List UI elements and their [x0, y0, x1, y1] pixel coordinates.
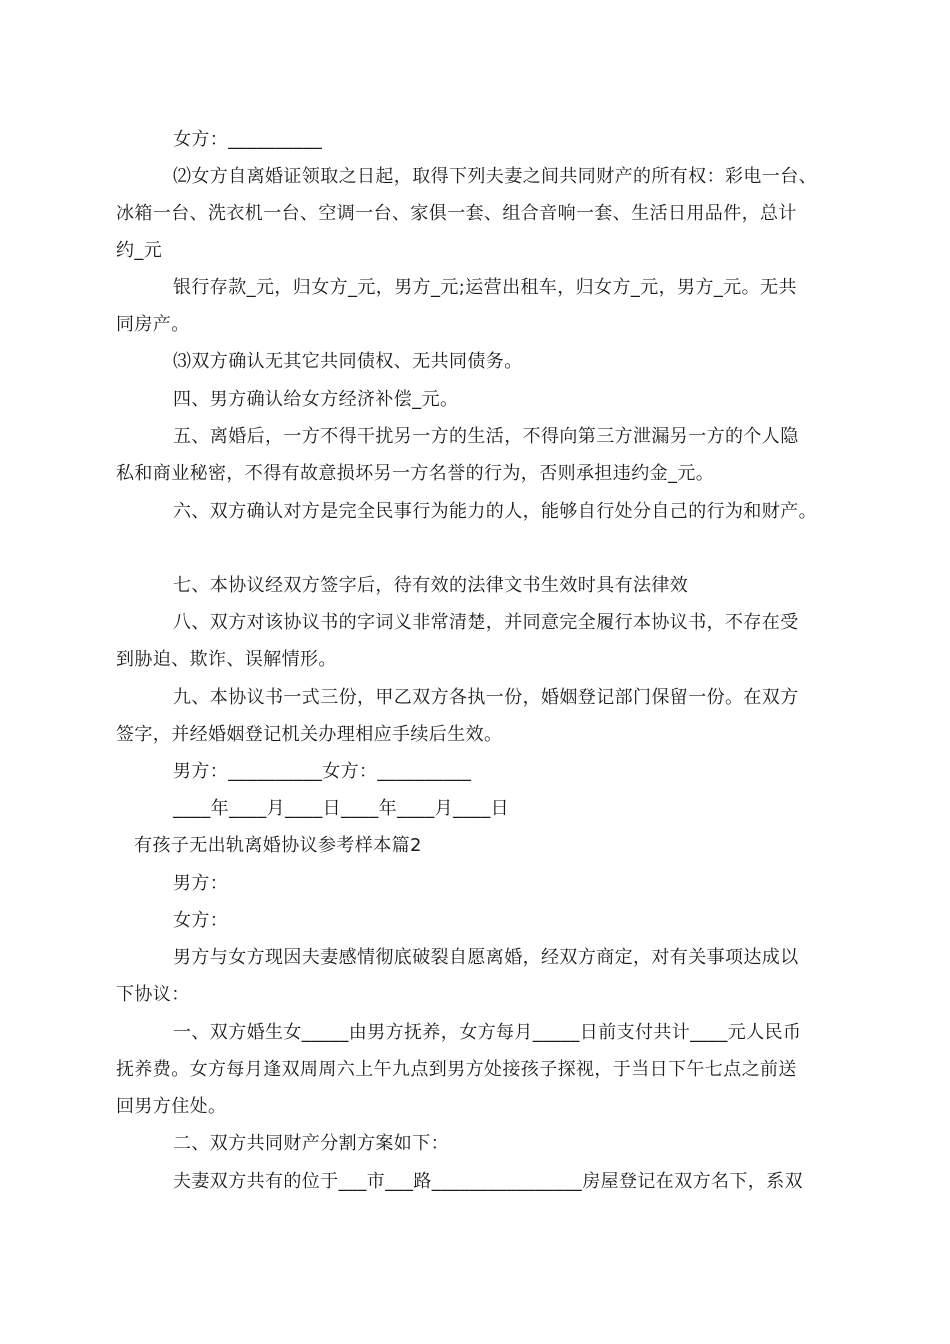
text-line: 签字，并经婚姻登记机关办理相应手续后生效。 — [116, 724, 503, 745]
text-line: 二、双方共同财产分割方案如下： — [173, 1133, 449, 1154]
text-line: 冰箱一台、洗衣机一台、空调一台、家俱一套、组合音响一套、生活日用品件，总计 — [116, 203, 797, 224]
text-line: 五、离婚后，一方不得干扰另一方的生活，不得向第三方泄漏另一方的个人隐 — [173, 426, 799, 447]
section-title: 有孩子无出轨离婚协议参考样本篇2 — [134, 835, 422, 856]
text-line: 男方与女方现因夫妻感情彻底破裂自愿离婚，经双方商定，对有关事项达成以 — [173, 947, 799, 968]
text-line: 约_元 — [116, 240, 163, 261]
text-line: 女方：__________ — [173, 129, 323, 150]
signature-line: 男方：__________女方：__________ — [173, 761, 472, 782]
text-line: ⑶双方确认无其它共同债权、无共同债务。 — [173, 351, 523, 372]
text-line: 六、双方确认对方是完全民事行为能力的人，能够自行处分自己的行为和财产。 — [173, 501, 817, 522]
text-line: 私和商业秘密，不得有故意损坏另一方名誉的行为，否则承担违约金_元。 — [116, 463, 715, 484]
text-line: 八、双方对该协议书的字词义非常清楚，并同意完全履行本协议书，不存在受 — [173, 612, 799, 633]
text-line: 七、本协议经双方签字后，待有效的法律文书生效时具有法律效 — [173, 575, 689, 596]
text-line: 下协议： — [116, 984, 190, 1005]
text-line: ⑵女方自离婚证领取之日起，取得下列夫妻之间共同财产的所有权：彩电一台、 — [173, 166, 817, 187]
text-line: 抚养费。女方每月逢双周周六上午九点到男方处接孩子探视，于当日下午七点之前送 — [116, 1059, 797, 1080]
date-line: ____年____月____日____年____月____日 — [173, 798, 509, 819]
text-line: 一、双方婚生女_____由男方抚养，女方每月_____日前支付共计____元人民币 — [173, 1022, 802, 1043]
text-line: 女方： — [173, 910, 229, 931]
text-line: 回男方住处。 — [116, 1096, 227, 1117]
text-line: 同房产。 — [116, 314, 190, 335]
text-line: 银行存款_元，归女方_元，男方_元;运营出租车，归女方_元，男方_元。无共 — [173, 277, 797, 298]
text-line: 到胁迫、欺诈、误解情形。 — [116, 649, 337, 670]
text-line: 夫妻双方共有的位于___市___路________________房屋登记在双方名下，系双 — [173, 1171, 803, 1192]
text-line: 男方： — [173, 873, 229, 894]
text-line: 四、男方确认给女方经济补偿_元。 — [173, 389, 459, 410]
text-line: 九、本协议书一式三份，甲乙双方各执一份，婚姻登记部门保留一份。在双方 — [173, 687, 799, 708]
